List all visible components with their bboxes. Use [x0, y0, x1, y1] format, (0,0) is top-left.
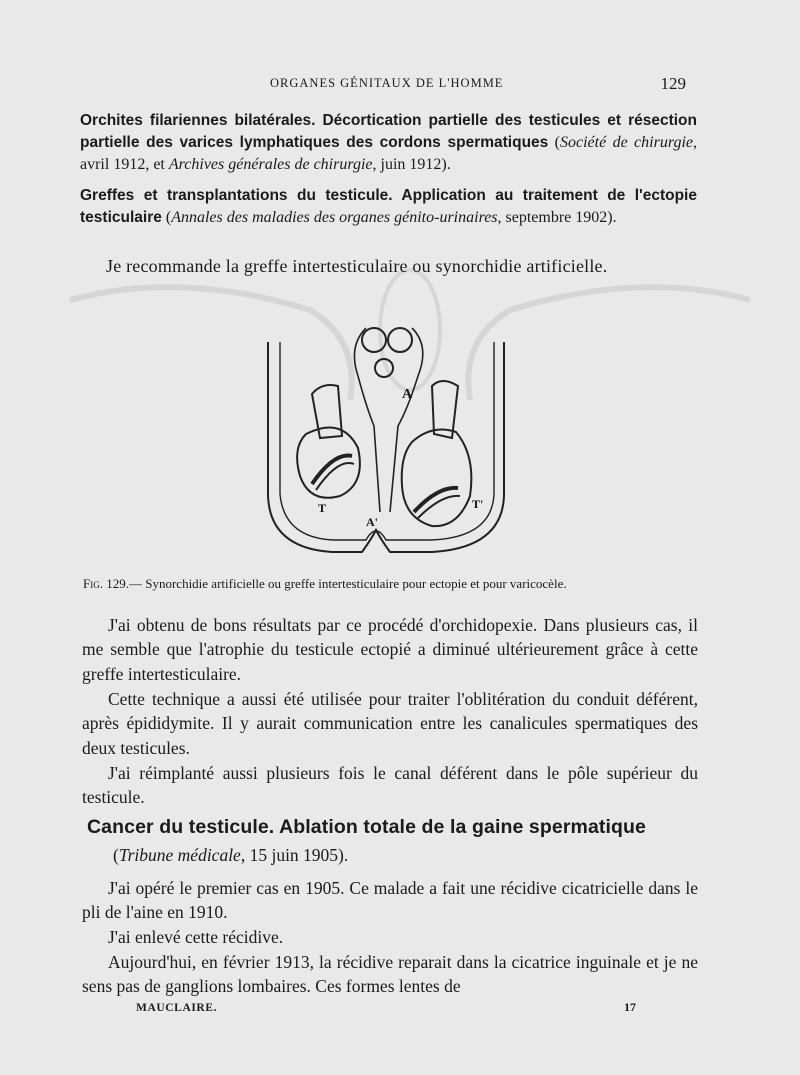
entry-source-end: , septembre 1902).	[497, 209, 617, 226]
bibliography-entry-1	[80, 110, 697, 176]
paragraph: J'ai réimplanté aussi plusieurs fois le canal déférent dans le pôle supérieur du testicule.	[82, 763, 698, 808]
entry-source-journal: Annales des maladies des organes génito-urinaires	[171, 209, 498, 226]
paragraph: J'ai opéré le premier cas en 1905. Ce malade a fait une récidive cicatricielle dans le pli de l'aine en 1910.	[82, 878, 698, 923]
entry-title: Orchites filariennes bilatérales. Décortication partielle des testicules et résection partielle des varices lymphatiques des cordons spermatiques	[80, 112, 697, 151]
entry-source-end: , juin 1912).	[372, 156, 451, 173]
label-t-prime: T'	[472, 497, 484, 511]
lead-sentence: Je recommande la greffe intertesticulaire ou synorchidie artificielle.	[106, 256, 608, 276]
bibliography-entry-2	[80, 185, 697, 229]
entry-source-open: (	[554, 134, 560, 151]
entry-source-open: (	[161, 209, 172, 226]
label-a: A	[402, 387, 413, 402]
caption-text: — Synorchidie artificielle ou greffe intertesticulaire pour ectopie et pour varicocèle.	[128, 576, 567, 591]
entry-title: Greffes et transplantations du testicule. Application au traitement de l'ectopie testiculaire	[80, 187, 697, 226]
paragraph: J'ai enlevé cette récidive.	[108, 927, 284, 947]
section-source-journal: Tribune médicale	[118, 845, 241, 865]
figure-caption	[83, 576, 703, 592]
paragraph: Cette technique a aussi été utilisée pour traiter l'oblitération du conduit déférent, après épididymite. Il y aurait communication entre les canalicules spermatiques des deux testicules.	[82, 689, 698, 758]
section-heading: Cancer du testicule. Ablation totale de la gaine spermatique	[87, 816, 646, 838]
label-a-prime: A'	[366, 515, 378, 529]
section-source-end: , 15 juin 1905).	[240, 845, 349, 865]
page-number: 129	[660, 74, 686, 93]
entry-source-journal: Société de chirurgie	[560, 134, 694, 151]
page-header	[80, 74, 700, 96]
paragraph: Aujourd'hui, en février 1913, la récidive reparait dans la cicatrice inguinale et je ne sens pas de ganglions lombaires. Ces formes lentes de	[82, 952, 698, 997]
section-source	[113, 845, 348, 866]
footer-signature-mark: 17	[624, 1000, 636, 1014]
caption-label: Fig. 129.	[83, 576, 129, 591]
running-title: ORGANES GÉNITAUX DE L'HOMME	[270, 76, 504, 90]
entry-source-mid: , avril 1912, et	[80, 134, 698, 173]
label-t: T	[318, 501, 327, 515]
footer-author: MAUCLAIRE.	[136, 1002, 218, 1014]
figure-synorchidie	[262, 316, 510, 560]
section-source-open: (	[113, 845, 119, 865]
entry-source-journal-2: Archives générales de chirurgie	[168, 156, 373, 173]
paragraph: J'ai obtenu de bons résultats par ce procédé d'orchidopexie. Dans plusieurs cas, il me semble que l'atrophie du testicule ectopié a diminué ultérieurement grâce à cette greffe intertesticulaire.	[82, 615, 698, 684]
